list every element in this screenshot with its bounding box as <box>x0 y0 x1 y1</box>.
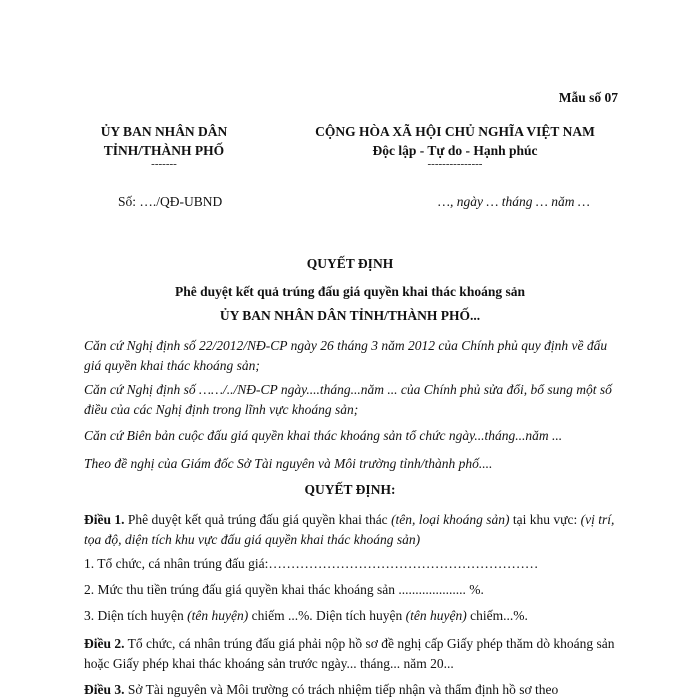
national-title: CỘNG HÒA XÃ HỘI CHỦ NGHĨA VIỆT NAM <box>315 124 595 139</box>
article-3 <box>84 680 558 700</box>
legal-basis: Căn cứ Nghị định số 22/2012/NĐ-CP ngày 26 tháng 3 năm 2012 của Chính phủ quy định về đấu giá quyền khai thác khoáng sản; <box>84 338 608 373</box>
article-label: Điều 2. <box>84 636 125 651</box>
text: 3. Diện tích huyện <box>84 608 188 623</box>
article-2 <box>84 634 624 674</box>
article-label: Điều 3. <box>84 682 125 697</box>
item-area <box>84 606 528 626</box>
article-text: Tổ chức, cá nhân trúng đấu giá phải nộp hồ sơ đề nghị cấp Giấy phép thăm dò khoáng sản hoặc Giấy phép khai thác khoáng sản trước ngày... tháng... năm 20... <box>84 636 615 671</box>
issuer-line1: ỦY BAN NHÂN DÂN <box>100 124 228 139</box>
legal-basis: Theo đề nghị của Giám đốc Sở Tài nguyên và Môi trường tỉnh/thành phố.... <box>84 456 493 471</box>
issuer-divider: ------- <box>151 158 177 170</box>
form-number: Mẫu số 07 <box>558 90 618 105</box>
article-text-italic: (tên, loại khoáng sản) <box>391 512 510 527</box>
article-label: Điều 1. <box>84 512 125 527</box>
text: chiếm ...%. Diện tích huyện <box>248 608 406 623</box>
document-title: QUYẾT ĐỊNH <box>306 256 394 271</box>
legal-basis: Căn cứ Biên bản cuộc đấu giá quyền khai thác khoáng sản tổ chức ngày...tháng...năm ... <box>84 428 563 443</box>
document-subtitle: Phê duyệt kết quả trúng đấu giá quyền khai thác khoáng sản <box>175 284 525 299</box>
issuer-line2: TỈNH/THÀNH PHỐ <box>103 143 225 158</box>
text-italic: (tên huyện) <box>405 608 467 623</box>
article-text: Phê duyệt kết quả trúng đấu giá quyền khai thác <box>124 512 392 527</box>
national-motto: Độc lập - Tự do - Hạnh phúc <box>372 143 538 158</box>
national-divider: --------------- <box>427 158 483 170</box>
article-text: tại khu vực: <box>509 512 581 527</box>
text-italic: (tên huyện) <box>187 608 249 623</box>
item-fee-rate: 2. Mức thu tiền trúng đấu giá quyền khai thác khoáng sản .................... %. <box>84 582 484 597</box>
article-1 <box>84 510 624 550</box>
item-winner: 1. Tổ chức, cá nhân trúng đấu giá:…………………………………………………… <box>84 556 539 571</box>
document-number: Số: …./QĐ-UBND <box>118 194 223 209</box>
issue-date: …, ngày … tháng … năm … <box>438 194 590 209</box>
text: chiếm...%. <box>466 608 528 623</box>
article-text-italic: (vị trí, tọa độ, diện tích khu vực đấu giá quyền khai thác khoáng sản) <box>84 512 615 547</box>
authority-heading: ỦY BAN NHÂN DÂN TỈNH/THÀNH PHỐ... <box>219 308 481 323</box>
article-text: Sở Tài nguyên và Môi trường có trách nhiệm tiếp nhận và thẩm định hồ sơ theo <box>124 682 559 697</box>
decision-heading: QUYẾT ĐỊNH: <box>304 482 396 497</box>
legal-basis: Căn cứ Nghị định số ……/../NĐ-CP ngày....tháng...năm ... của Chính phủ sửa đổi, bổ sung một số điều của các Nghị định trong lĩnh vực khoáng sản; <box>84 382 612 417</box>
